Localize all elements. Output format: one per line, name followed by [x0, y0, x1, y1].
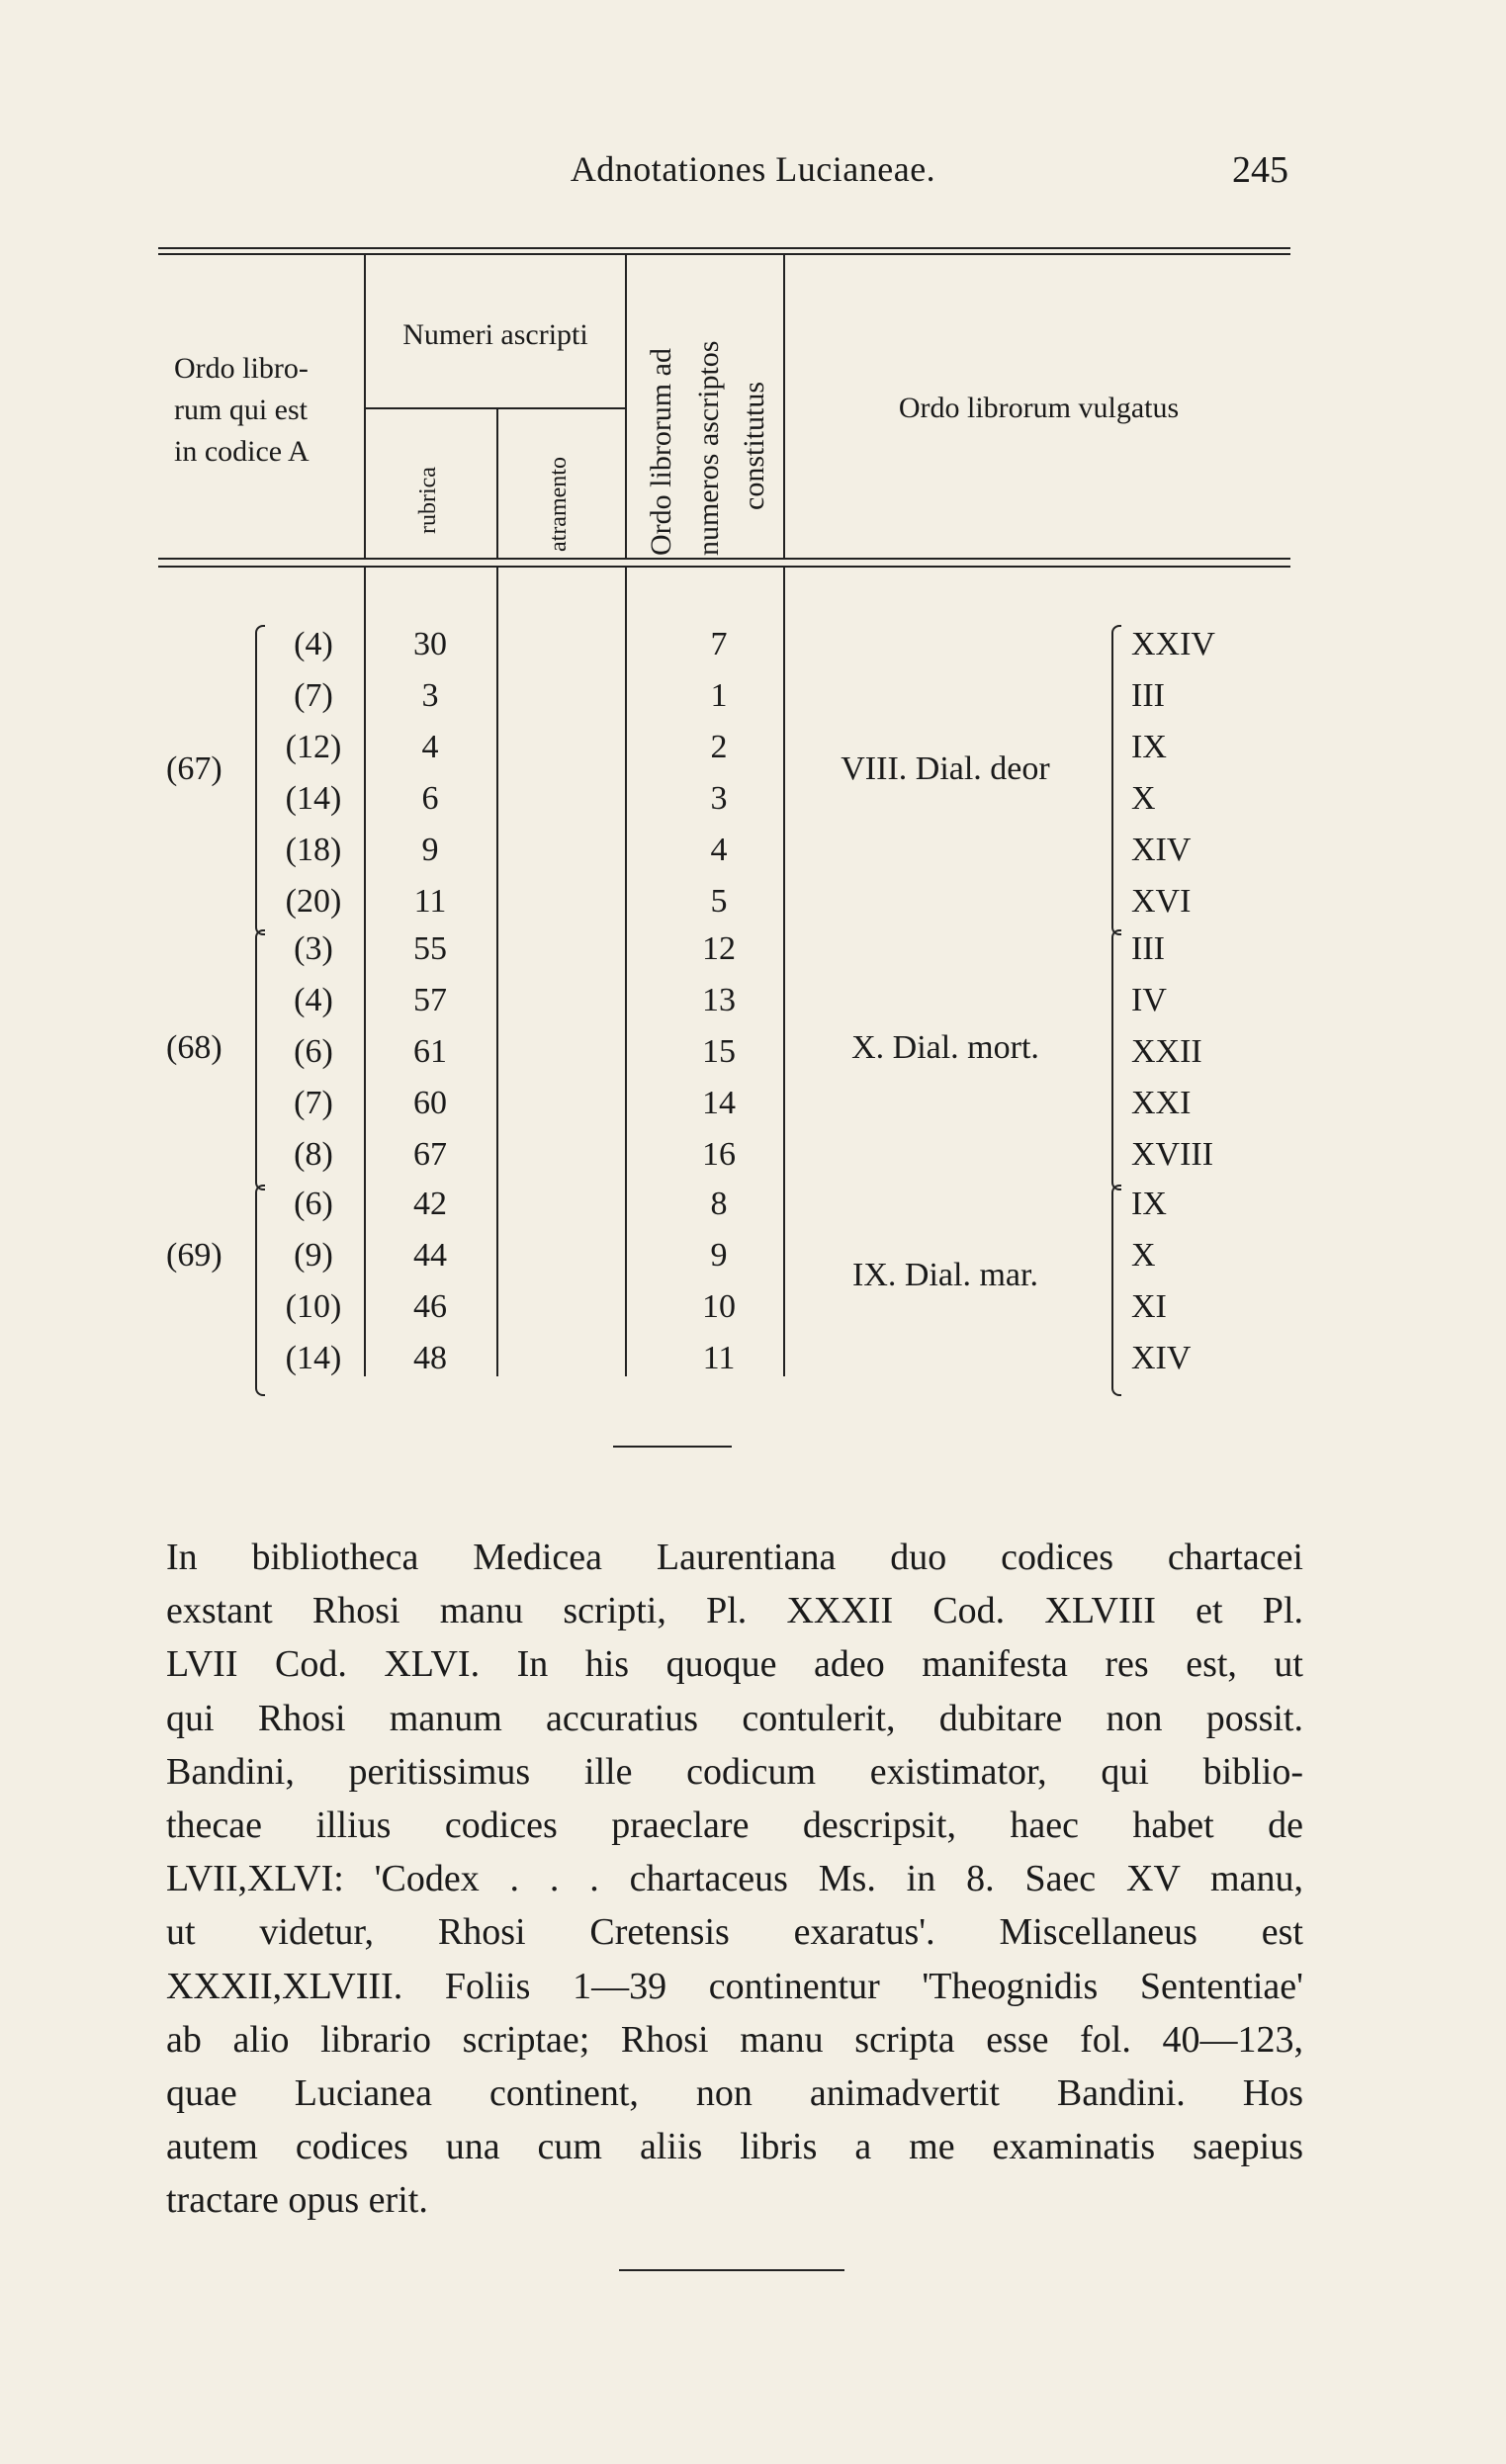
header-ordo-constitutus-2: numeros ascriptos [692, 340, 725, 556]
row-order: (7) [294, 1085, 333, 1121]
col-rule-2 [496, 409, 498, 558]
page-number: 245 [1232, 149, 1288, 191]
brace-group-68 [255, 929, 265, 1190]
row-constitutus: 8 [710, 1186, 728, 1222]
row-vulgatus: IX [1131, 1186, 1167, 1222]
row-order: (4) [294, 626, 333, 662]
row-rubrica: 55 [413, 930, 447, 967]
row-rubrica: 11 [413, 883, 447, 920]
row-constitutus: 14 [702, 1085, 736, 1121]
row-vulgatus: IX [1131, 729, 1167, 765]
dialogue-group-67: VIII. Dial. deor [841, 750, 1050, 787]
row-constitutus: 13 [702, 982, 736, 1018]
paragraph-line: Bandini, peritissimus ille codicum existimator, qui biblio- [166, 1750, 1303, 1793]
row-rubrica: 44 [413, 1237, 447, 1274]
row-constitutus: 4 [710, 832, 728, 868]
row-rubrica: 60 [413, 1085, 447, 1121]
row-constitutus: 1 [710, 677, 728, 714]
row-rubrica: 67 [413, 1136, 447, 1173]
paragraph-line: exstant Rhosi manu scripti, Pl. XXXII Cod. XLVIII et Pl. [166, 1590, 1303, 1632]
paragraph-line: thecae illius codices praeclare descripsit, haec habet de [166, 1804, 1303, 1847]
row-vulgatus: III [1131, 930, 1165, 967]
header-ordo-codice-a: Ordo libro- rum qui est in codice A [174, 352, 310, 468]
row-vulgatus: X [1131, 1237, 1156, 1274]
row-vulgatus: XXII [1131, 1033, 1202, 1070]
row-order: (12) [285, 729, 342, 765]
row-rubrica: 42 [413, 1186, 447, 1222]
bracket-vulgatus-67 [1111, 625, 1121, 935]
col-rule-4 [783, 255, 785, 558]
row-order: (10) [285, 1288, 342, 1325]
row-order: (20) [285, 883, 342, 920]
row-constitutus: 5 [710, 883, 728, 920]
group-label-69: (69) [166, 1237, 222, 1274]
header-ordo-constitutus-3: constitutus [738, 381, 770, 510]
row-rubrica: 4 [421, 729, 439, 765]
row-order: (8) [294, 1136, 333, 1173]
row-constitutus: 3 [710, 780, 728, 817]
dialogue-group-69: IX. Dial. mar. [852, 1257, 1038, 1293]
row-constitutus: 9 [710, 1237, 728, 1274]
row-rubrica: 57 [413, 982, 447, 1018]
header-bottom-rule-2 [158, 566, 1290, 568]
header-rubrica: rubrica [415, 467, 441, 534]
row-vulgatus: XIV [1131, 832, 1192, 868]
paragraph-line: LVII Cod. XLVI. In his quoque adeo manifesta res est, ut [166, 1643, 1303, 1686]
col-rule-body-3 [625, 568, 627, 1376]
row-constitutus: 2 [710, 729, 728, 765]
table-top-rule [158, 247, 1290, 249]
row-vulgatus: XVIII [1131, 1136, 1214, 1173]
brace-group-67 [255, 625, 265, 935]
col-rule-1 [364, 255, 366, 558]
paragraph-line: In bibliotheca Medicea Laurentiana duo codices chartacei [166, 1537, 1303, 1578]
row-vulgatus: XXI [1131, 1085, 1192, 1121]
header-ordo-vulgatus: Ordo librorum vulgatus [898, 392, 1180, 424]
row-constitutus: 10 [702, 1288, 736, 1325]
row-vulgatus: XVI [1131, 883, 1192, 920]
paragraph-line: autem codices una cum aliis libris a me examinatis saepius [166, 2126, 1303, 2168]
header-numeri-ascripti: Numeri ascripti [402, 318, 588, 351]
header-bottom-rule [158, 558, 1290, 560]
row-rubrica: 48 [413, 1340, 447, 1376]
row-rubrica: 3 [421, 677, 439, 714]
row-order: (18) [285, 832, 342, 868]
brace-group-69 [255, 1185, 265, 1396]
header-ordo-constitutus-1: Ordo librorum ad [645, 348, 677, 556]
col-rule-body-1 [364, 568, 366, 1376]
row-constitutus: 15 [702, 1033, 736, 1070]
row-order: (14) [285, 1340, 342, 1376]
group-label-68: (68) [166, 1029, 222, 1066]
body-paragraph [166, 1531, 1303, 2228]
row-vulgatus: X [1131, 780, 1156, 817]
row-vulgatus: XI [1131, 1288, 1167, 1325]
row-order: (7) [294, 677, 333, 714]
row-vulgatus: III [1131, 677, 1165, 714]
row-order: (14) [285, 780, 342, 817]
col-rule-3 [625, 255, 627, 558]
header-atramento: atramento [546, 457, 572, 552]
paragraph-line: qui Rhosi manum accuratius contulerit, dubitare non possit. [166, 1697, 1303, 1739]
row-order: (4) [294, 982, 333, 1018]
paragraph-line: XXXII,XLVIII. Foliis 1—39 continentur 'Theognidis Sententiae' [166, 1965, 1303, 2007]
bracket-vulgatus-68 [1111, 929, 1121, 1190]
row-constitutus: 7 [710, 626, 728, 662]
row-constitutus: 12 [702, 930, 736, 967]
row-rubrica: 30 [413, 626, 447, 662]
numeri-subrule [366, 407, 625, 409]
running-title: Adnotationes Lucianeae. [570, 149, 936, 189]
row-vulgatus: XXIV [1131, 626, 1215, 662]
row-order: (9) [294, 1237, 333, 1274]
bottom-rule [619, 2269, 844, 2271]
bracket-vulgatus-69 [1111, 1185, 1121, 1396]
dialogue-group-68: X. Dial. mort. [851, 1029, 1039, 1066]
row-constitutus: 11 [702, 1340, 736, 1376]
paragraph-line: ut videtur, Rhosi Cretensis exaratus'. Miscellaneus est [166, 1911, 1303, 1954]
row-rubrica: 9 [421, 832, 439, 868]
section-divider [613, 1446, 732, 1448]
row-rubrica: 61 [413, 1033, 447, 1070]
paragraph-line: LVII,XLVI: 'Codex . . . chartaceus Ms. in 8. Saec XV manu, [166, 1858, 1303, 1900]
paragraph-line: ab alio librario scriptae; Rhosi manu scripta esse fol. 40—123, [166, 2018, 1303, 2061]
row-order: (6) [294, 1186, 333, 1222]
table-top-rule-2 [158, 253, 1290, 255]
row-rubrica: 46 [413, 1288, 447, 1325]
row-order: (6) [294, 1033, 333, 1070]
row-rubrica: 6 [421, 780, 439, 817]
col-rule-body-2 [496, 568, 498, 1376]
paragraph-line: quae Lucianea continent, non animadvertit Bandini. Hos [166, 2072, 1303, 2115]
row-vulgatus: IV [1131, 982, 1167, 1018]
col-rule-body-4 [783, 568, 785, 1376]
group-label-67: (67) [166, 750, 222, 787]
paragraph-line: tractare opus erit. [166, 2179, 428, 2222]
row-constitutus: 16 [702, 1136, 736, 1173]
row-order: (3) [294, 930, 333, 967]
row-vulgatus: XIV [1131, 1340, 1192, 1376]
